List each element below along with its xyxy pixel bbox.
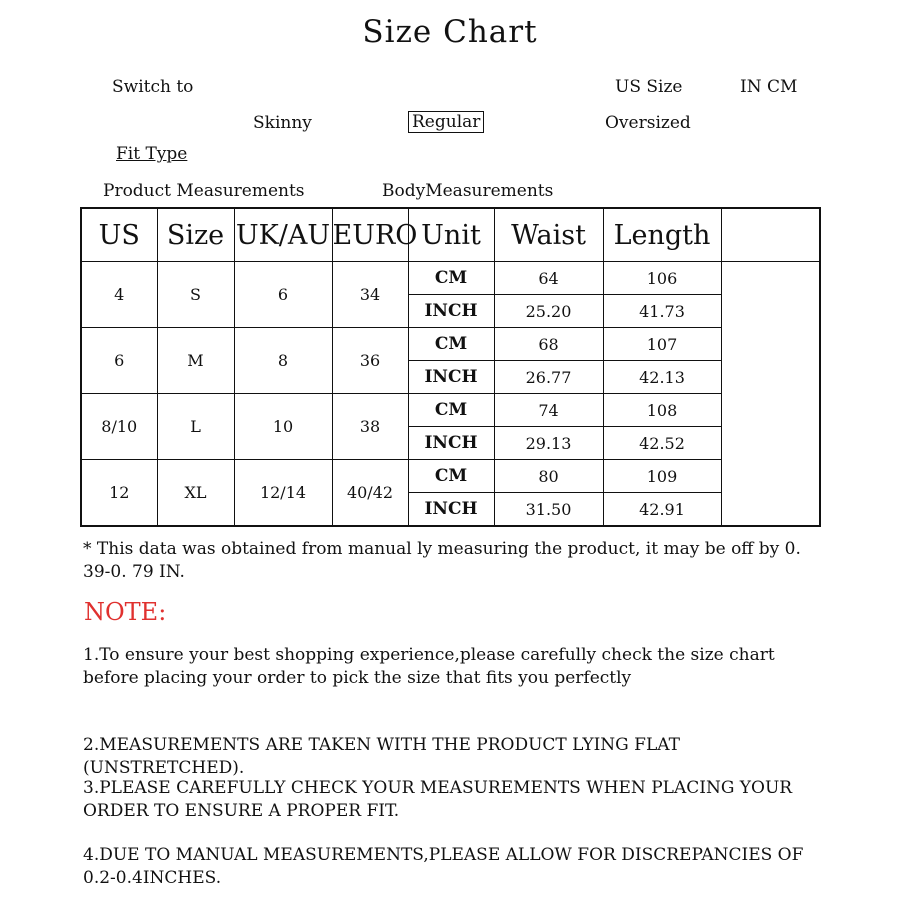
cell-euro: 38	[332, 394, 408, 460]
cell-length: 42.13	[603, 361, 721, 394]
cell-us: 12	[81, 460, 157, 527]
table-row	[81, 460, 820, 493]
fit-option-skinny[interactable]: Skinny	[253, 113, 312, 133]
cell-us: 6	[81, 328, 157, 394]
size-table	[80, 207, 821, 527]
note-item-2: 2.MEASUREMENTS ARE TAKEN WITH THE PRODUCT LYING FLAT (UNSTRETCHED).	[83, 735, 680, 778]
table-row	[81, 394, 820, 427]
cell-empty	[721, 394, 820, 460]
cell-empty	[721, 328, 820, 394]
cell-length: 109	[603, 460, 721, 493]
fit-option-regular[interactable]: Regular	[408, 111, 484, 133]
cell-waist: 64	[494, 262, 603, 295]
cell-unit: CM	[408, 394, 494, 427]
cell-size: S	[157, 262, 234, 328]
cell-waist: 31.50	[494, 493, 603, 527]
table-row	[81, 262, 820, 295]
header-length: Length	[603, 208, 721, 262]
us-size-toggle[interactable]: US Size	[615, 77, 683, 97]
cell-waist: 74	[494, 394, 603, 427]
note-item-3: 3.PLEASE CAREFULLY CHECK YOUR MEASUREMENTS WHEN PLACING YOUR ORDER TO ENSURE A PROPER FIT.	[83, 778, 793, 821]
note-item-1: 1.To ensure your best shopping experience,please carefully check the size chart before placing your order to pick the size that fits you perfectly	[83, 645, 775, 688]
cell-size: XL	[157, 460, 234, 527]
cell-unit: CM	[408, 262, 494, 295]
cell-euro: 40/42	[332, 460, 408, 527]
cell-ukau: 12/14	[234, 460, 332, 527]
cell-euro: 36	[332, 328, 408, 394]
fit-option-oversized[interactable]: Oversized	[605, 113, 691, 133]
cell-euro: 34	[332, 262, 408, 328]
cell-us: 8/10	[81, 394, 157, 460]
cell-length: 42.91	[603, 493, 721, 527]
cell-unit: CM	[408, 460, 494, 493]
cell-unit: INCH	[408, 361, 494, 394]
cell-length: 42.52	[603, 427, 721, 460]
cell-waist: 29.13	[494, 427, 603, 460]
cell-length: 106	[603, 262, 721, 295]
header-waist: Waist	[494, 208, 603, 262]
cell-size: L	[157, 394, 234, 460]
table-row	[81, 328, 820, 361]
cell-waist: 80	[494, 460, 603, 493]
cell-us: 4	[81, 262, 157, 328]
note-heading: NOTE:	[84, 598, 167, 626]
header-ukau: UK/AU	[234, 208, 332, 262]
cell-empty	[721, 460, 820, 527]
cell-size: M	[157, 328, 234, 394]
cell-empty	[721, 262, 820, 328]
tab-product-measurements[interactable]: Product Measurements	[103, 181, 305, 201]
page-title: Size Chart	[362, 14, 538, 50]
in-cm-toggle[interactable]: IN CM	[740, 77, 798, 97]
cell-length: 107	[603, 328, 721, 361]
switch-to-label: Switch to	[112, 77, 194, 97]
tab-body-measurements[interactable]: BodyMeasurements	[382, 181, 554, 201]
header-size: Size	[157, 208, 234, 262]
fit-type-link[interactable]: Fit Type	[116, 144, 188, 164]
cell-waist: 68	[494, 328, 603, 361]
measurement-disclaimer: * This data was obtained from manual ly measuring the product, it may be off by 0. 39-0. 79 IN.	[83, 539, 801, 582]
header-empty	[721, 208, 820, 262]
cell-ukau: 8	[234, 328, 332, 394]
cell-unit: INCH	[408, 427, 494, 460]
cell-ukau: 10	[234, 394, 332, 460]
cell-length: 108	[603, 394, 721, 427]
cell-waist: 26.77	[494, 361, 603, 394]
header-unit: Unit	[408, 208, 494, 262]
cell-unit: CM	[408, 328, 494, 361]
table-header-row	[81, 208, 820, 262]
header-us: US	[81, 208, 157, 262]
cell-waist: 25.20	[494, 295, 603, 328]
cell-ukau: 6	[234, 262, 332, 328]
note-item-4: 4.DUE TO MANUAL MEASUREMENTS,PLEASE ALLOW FOR DISCREPANCIES OF 0.2-0.4INCHES.	[83, 845, 804, 888]
cell-unit: INCH	[408, 493, 494, 527]
header-euro: EURO	[332, 208, 408, 262]
cell-length: 41.73	[603, 295, 721, 328]
cell-unit: INCH	[408, 295, 494, 328]
